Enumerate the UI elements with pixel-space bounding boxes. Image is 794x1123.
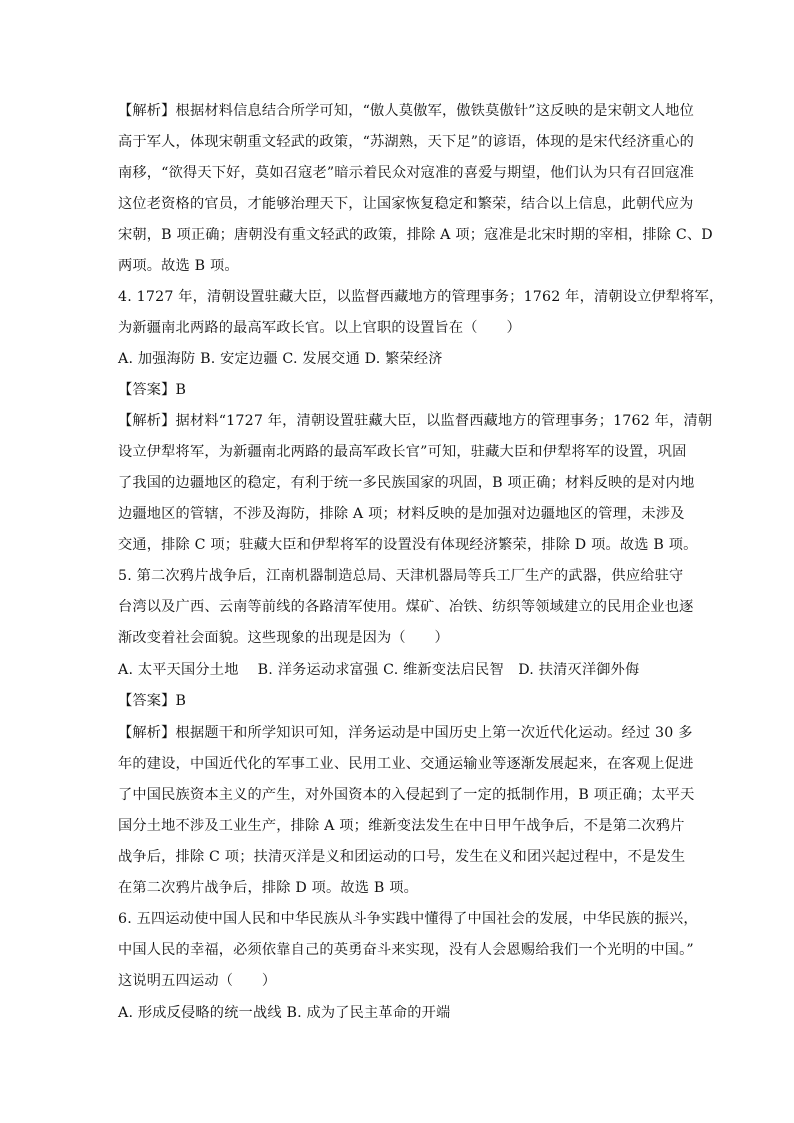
question-5-line-2: 台湾以及广西、云南等前线的各路清军使用。煤矿、冶铁、纺织等领域建立的民用企业也逐 (118, 599, 694, 615)
question-5-options: A. 太平天国分土地 B. 洋务运动求富强 C. 维新变法启民智 D. 扶清灭洋御外侮 (118, 662, 640, 678)
analysis-q3-line-1: 【解析】根据材料信息结合所学可知，“傲人莫傲军，傲铁莫傲针”这反映的是宋朝文人地位 (118, 103, 695, 119)
analysis-q5-line-6: 在第二次鸦片战争后，排除 D 项。故选 B 项。 (118, 880, 419, 896)
analysis-q5-line-5: 战争后，排除 C 项；扶清灭洋是义和团运动的口号，发生在义和团兴起过程中，不是发生 (118, 849, 686, 865)
analysis-q5-line-3: 了中国民族资本主义的产生，对外国资本的入侵起到了一定的抵制作用，B 项正确；太平天 (118, 787, 695, 803)
question-4-line-2: 为新疆南北两路的最高军政长官。以上官职的设置旨在（ ） (118, 320, 521, 336)
analysis-q3-line-4: 这位老资格的官员，才能够治理天下，让国家恢复稳定和繁荣，结合以上信息，此朝代应为 (118, 196, 694, 212)
analysis-q3-line-3: 南移，“欲得天下好，莫如召寇老”暗示着民众对寇准的喜爱与期望，他们认为只有召回寇准 (118, 165, 695, 181)
question-5-line-3: 渐改变着社会面貌。这些现象的出现是因为（ ） (118, 630, 449, 646)
question-4-answer: 【答案】B (118, 382, 187, 398)
question-4-line-1: 4. 1727 年，清朝设置驻藏大臣，以监督西藏地方的管理事务；1762 年，清朝设立伊犁将军， (118, 289, 724, 305)
question-4-options: A. 加强海防 B. 安定边疆 C. 发展交通 D. 繁荣经济 (118, 351, 443, 367)
analysis-q4-line-2: 设立伊犁将军，为新疆南北两路的最高军政长官”可知，驻藏大臣和伊犁将军的设置，巩固 (118, 444, 687, 460)
question-6-line-2: 中国人民的幸福，必须依靠自己的英勇奋斗来实现，没有人会恩赐给我们一个光明的中国。” (118, 942, 694, 958)
analysis-q3-line-5: 宋朝，B 项正确；唐朝没有重文轻武的政策，排除 A 项；寇准是北宋时期的宰相，排除 C、D (118, 227, 713, 243)
question-6-line-3: 这说明五四运动（ ） (118, 973, 277, 989)
question-6-options: A. 形成反侵略的统一战线 B. 成为了民主革命的开端 (118, 1005, 451, 1021)
analysis-q3-line-6: 两项。故选 B 项。 (118, 258, 239, 274)
question-5-line-1: 5. 第二次鸦片战争后，江南机器制造总局、天津机器局等兵工厂生产的武器，供应给驻守 (118, 568, 684, 584)
analysis-q3-line-2: 高于军人，体现宋朝重文轻武的政策，“苏湖熟，天下足”的谚语，体现的是宋代经济重心的 (118, 134, 695, 150)
question-5-answer: 【答案】B (118, 693, 187, 709)
analysis-q4-line-1: 【解析】据材料“1727 年，清朝设置驻藏大臣，以监督西藏地方的管理事务；1762 年，清朝 (118, 413, 713, 429)
question-6-line-1: 6. 五四运动使中国人民和中华民族从斗争实践中懂得了中国社会的发展，中华民族的振兴， (118, 911, 698, 927)
analysis-q4-line-4: 边疆地区的管辖，不涉及海防，排除 A 项；材料反映的是加强对边疆地区的管理，未涉及 (118, 506, 685, 522)
analysis-q5-line-4: 国分土地不涉及工业生产，排除 A 项；维新变法发生在中日甲午战争后，不是第二次鸦片 (118, 818, 685, 834)
analysis-q5-line-2: 年的建设，中国近代化的军事工业、民用工业、交通运输业等逐渐发展起来，在客观上促进 (118, 756, 694, 772)
analysis-q5-line-1: 【解析】根据题干和所学知识可知，洋务运动是中国历史上第一次近代化运动。经过 30 多 (118, 725, 693, 741)
analysis-q4-line-3: 了我国的边疆地区的稳定，有利于统一多民族国家的巩固，B 项正确；材料反映的是对内地 (118, 475, 695, 491)
analysis-q4-line-5: 交通，排除 C 项；驻藏大臣和伊犁将军的设置没有体现经济繁荣，排除 D 项。故选 B 项。 (118, 537, 698, 553)
